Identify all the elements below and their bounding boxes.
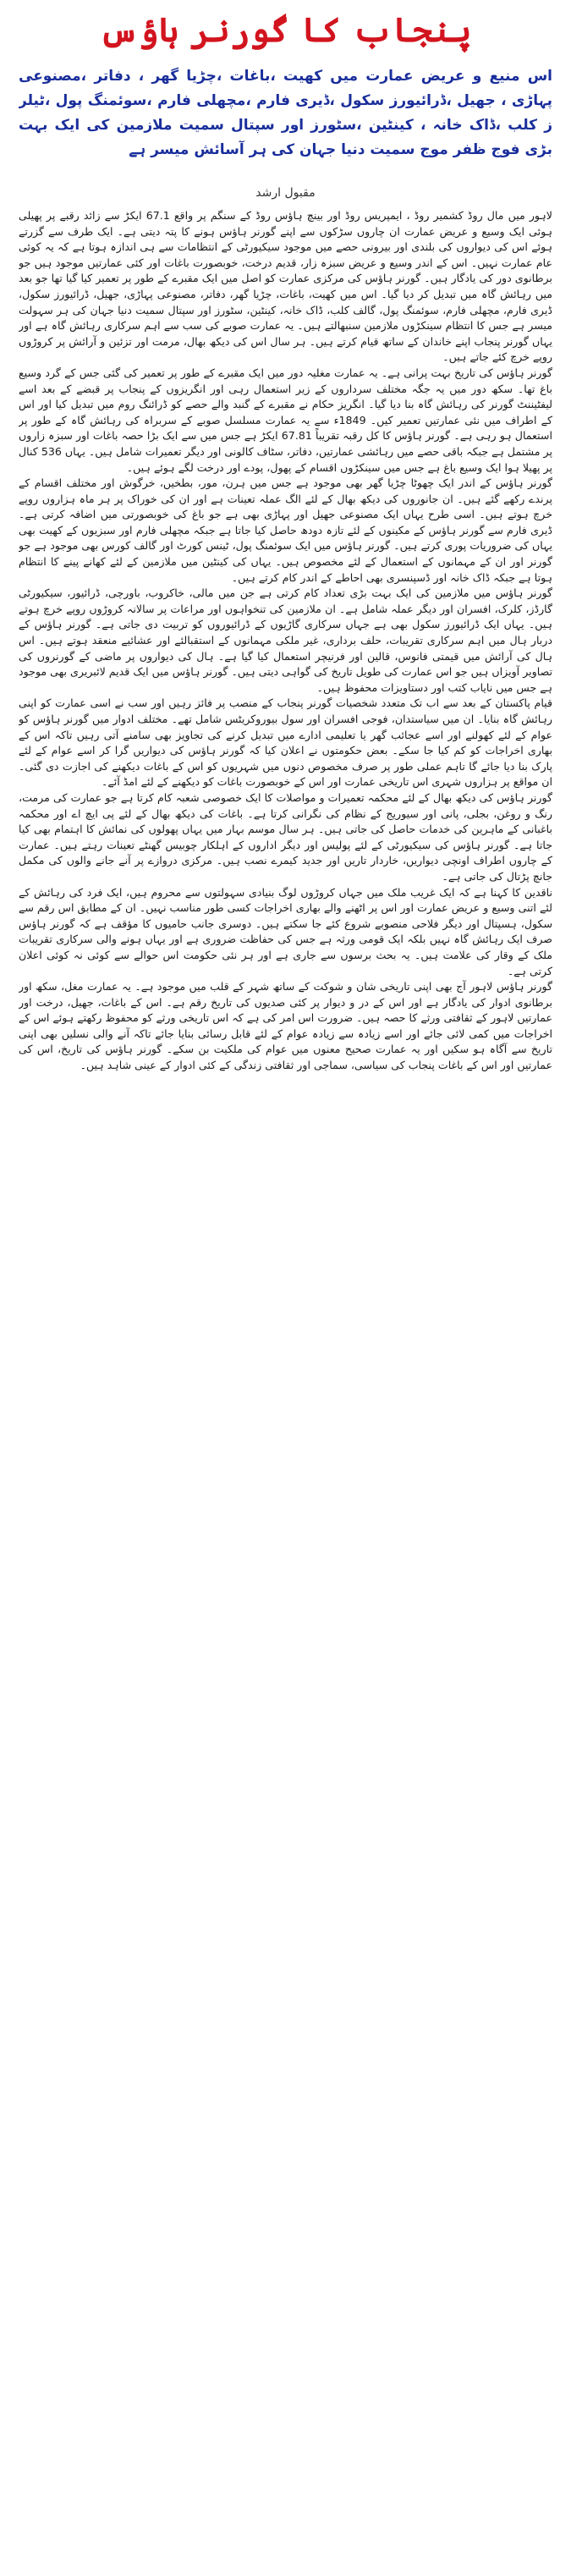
article-byline: مقبول ارشد [255,186,316,200]
article-paragraph: گورنر ہاؤس میں ملازمین کی ایک بہت بڑی تعداد کام کرتی ہے جن میں مالی، خاکروب، باورچی، ڈرائیور، سیکیورٹی گارڈز، کلرک، افسران اور دیگر عملہ شامل ہے۔ ان ملازمین کی تنخواہوں اور مراعات پر سالانہ کروڑوں روپے خرچ ہوتے ہیں۔ یہاں ایک ڈرائیورز سکول بھی ہے جہاں سرکاری گاڑیوں کے ڈرائیوروں کو تربیت دی جاتی ہے۔ گورنر ہاؤس کے دربار ہال میں اہم سرکاری تقریبات، حلف برداری، غیر ملکی مہمانوں کے استقبالئے اور عشائیے منعقد ہوتے ہیں۔ اس ہال کی آرائش میں قیمتی فانوس، قالین اور فرنیچر استعمال کیا گیا ہے۔ ہال کی دیواروں پر ماضی کے گورنروں کی تصاویر آویزاں ہیں جو اس عمارت کی طویل تاریخ کی گواہی دیتی ہیں۔ گورنر ہاؤس میں ایک قدیم لائبریری بھی موجود ہے جس میں نایاب کتب اور دستاویزات محفوظ ہیں۔ [19,586,552,694]
article-title: پنجاب کا گورنر ہاؤس [99,10,472,50]
article-paragraph: ناقدین کا کہنا ہے کہ ایک غریب ملک میں جہاں کروڑوں لوگ بنیادی سہولتوں سے محروم ہیں، ایک فرد کی رہائش کے لئے اتنی وسیع و عریض عمارت اور اس پر اٹھنے والے بھاری اخراجات کسی طور مناسب نہیں۔ ان کے مطابق اس رقم سے سکول، ہسپتال اور دیگر فلاحی منصوبے شروع کئے جا سکتے ہیں۔ دوسری جانب حامیوں کا مؤقف ہے کہ گورنر ہاؤس صرف ایک رہائش گاہ نہیں بلکہ ایک قومی ورثہ ہے جس کی حفاظت ضروری ہے اور یہاں ہونے والی سرکاری تقریبات ملک کے وقار کی علامت ہیں۔ یہ بحث برسوں سے جاری ہے اور ہر نئی حکومت اس حوالے سے کوئی نہ کوئی اعلان کرتی ہے۔ [19,885,552,977]
article-paragraph: گورنر ہاؤس لاہور آج بھی اپنی تاریخی شان و شوکت کے ساتھ شہر کے قلب میں موجود ہے۔ یہ عمارت مغل، سکھ اور برطانوی ادوار کی یادگار ہے اور اس کے در و دیوار پر کئی صدیوں کی تاریخ رقم ہے۔ اس کے باغات، جھیل، درخت اور عمارتیں لاہور کے ثقافتی ورثے کا حصہ ہیں۔ ضرورت اس امر کی ہے کہ اس تاریخی ورثے کو محفوظ رکھتے ہوئے اس کے اخراجات میں کمی لائی جائے اور اسے زیادہ سے زیادہ عوام کے لئے قابل رسائی بنایا جائے تاکہ آنے والی نسلیں بھی اپنی تاریخ سے آگاہ ہو سکیں اور یہ عمارت صحیح معنوں میں عوام کی ملکیت بن سکے۔ گورنر ہاؤس کی تاریخ، اس کی عمارتیں اور اس کے باغات پنجاب کی سیاسی، سماجی اور ثقافتی زندگی کے کئی ادوار کے عینی شاہد ہیں۔ [19,980,552,1072]
article-paragraph: گورنر ہاؤس کی دیکھ بھال کے لئے محکمہ تعمیرات و مواصلات کا ایک خصوصی شعبہ کام کرتا ہے جو عمارت کی مرمت، رنگ و روغن، بجلی، پانی اور سیوریج کے نظام کی نگرانی کرتا ہے۔ باغات کی دیکھ بھال کے لئے پی ایچ اے اور محکمہ باغبانی کے ماہرین کی خدمات حاصل کی جاتی ہیں۔ ہر سال موسم بہار میں یہاں پھولوں کی نمائش کا اہتمام بھی کیا جاتا ہے۔ گورنر ہاؤس کی سیکیورٹی کے لئے پولیس اور دیگر اداروں کے اہلکار چوبیس گھنٹے تعینات رہتے ہیں۔ عمارت کے چاروں اطراف اونچی دیواریں، خاردار تاریں اور جدید کیمرے نصب ہیں۔ مرکزی دروازے پر آنے جانے والوں کی مکمل جانچ پڑتال کی جاتی ہے۔ [19,790,552,883]
article-paragraph: قیام پاکستان کے بعد سے اب تک متعدد شخصیات گورنر پنجاب کے منصب پر فائز رہیں اور سب نے اسی عمارت کو اپنی رہائش گاہ بنایا۔ ان میں سیاستدان، فوجی افسران اور سول بیوروکریٹس شامل تھے۔ مختلف ادوار میں گورنر ہاؤس کو عوام کے لئے کھولنے اور اسے عجائب گھر یا تعلیمی ادارے میں تبدیل کرنے کی تجاویز بھی سامنے آتی رہیں تاکہ اس کے بھاری اخراجات کو کم کیا جا سکے۔ بعض حکومتوں نے اعلان کیا کہ گورنر ہاؤس کی دیواریں گرا کر اسے عوام کے لئے پارک بنا دیا جائے گا تاہم عملی طور پر صرف مخصوص دنوں میں شہریوں کو اس کے باغات دیکھنے کی اجازت دی گئی۔ ان مواقع پر ہزاروں شہری اس تاریخی عمارت اور اس کے خوبصورت باغات کو دیکھنے کے لئے امڈ آئے۔ [19,696,552,789]
article-subtitle: اس منیع و عریض عمارت میں کھیت ،باغات ،چڑیا گھر ، دفاتر ،مصنوعی پہاڑی ، جھیل ،ڈرائیورز سکول ،ڈیری فارم ،مچھلی فارم ،سوئمنگ پول ،ٹیلر ز کلب ،ڈاک خانہ ، کینٹین ،سٹورز اور سپتال سمیت ملازمین کی ایک بہت بڑی فوج ظفر موج سمیت دنیا جہان کی ہر آسائش میسر ہے [19,68,552,158]
article-page [0,7,571,2576]
article-paragraph: گورنر ہاؤس کے اندر ایک چھوٹا چڑیا گھر بھی موجود ہے جس میں ہرن، مور، بطخیں، خرگوش اور مختلف اقسام کے پرندے رکھے گئے ہیں۔ ان جانوروں کی دیکھ بھال کے لئے الگ عملہ تعینات ہے اور ان کی خوراک پر ہر ماہ ہزاروں روپے خرچ ہوتے ہیں۔ اسی طرح یہاں ایک مصنوعی جھیل اور پہاڑی بھی ہے جو باغ کی خوبصورتی میں اضافہ کرتی ہے۔ ڈیری فارم سے گورنر ہاؤس کے مکینوں کے لئے تازہ دودھ حاصل کیا جاتا ہے جبکہ مچھلی فارم اور سبزیوں کے کھیت بھی یہاں کی ضروریات پوری کرتے ہیں۔ گورنر ہاؤس میں ایک سوئمنگ پول، ٹینس کورٹ اور گالف کورس بھی موجود ہے جو گورنر اور ان کے مہمانوں کے استعمال کے لئے مخصوص ہیں۔ یہاں کی کینٹین میں ملازمین کے لئے کھانے پینے کا انتظام ہوتا ہے جبکہ ڈاک خانہ اور ڈسپنسری بھی احاطے کے اندر کام کرتے ہیں۔ [19,476,552,584]
article-paragraph: گورنر ہاؤس کی تاریخ بہت پرانی ہے۔ یہ عمارت مغلیہ دور میں ایک مقبرے کے طور پر تعمیر کی گئی جس کے گرد وسیع باغ تھا۔ سکھ دور میں یہ جگہ مختلف سرداروں کے زیر استعمال رہی اور انگریزوں کے پنجاب پر قبضے کے بعد اسے لیفٹیننٹ گورنر کی رہائش گاہ بنا دیا گیا۔ انگریز حکام نے مقبرے کے گنبد والے حصے کو ڈرائنگ روم میں تبدیل کیا اور اس کے اطراف میں نئی عمارتیں تعمیر کیں۔ 1849ء سے یہ عمارت مسلسل صوبے کے سربراہ کی رہائش گاہ کے طور پر استعمال ہو رہی ہے۔ گورنر ہاؤس کا کل رقبہ تقریباً 67.81 ایکڑ ہے جس میں سے ایک بڑا حصہ باغات اور سبزہ زاروں پر مشتمل ہے جبکہ باقی حصے میں رہائشی عمارتیں، دفاتر، سٹاف کالونی اور دیگر تعمیرات شامل ہیں۔ یہاں 536 کنال پر پھیلا ہوا ایک وسیع باغ ہے جس میں سینکڑوں اقسام کے پھول، پودے اور درخت لگے ہوئے ہیں۔ [19,366,552,474]
article-paragraph: لاہور میں مال روڈ کشمیر روڈ ، ایمپریس روڈ اور بینچ ہاؤس روڈ کے سنگم پر واقع 67.1 ایکڑ سے زائد رقبے پر پھیلی ہوئی ایک وسیع و عریض عمارت ان چاروں سڑکوں سے اپنے گورنر ہاؤس ہونے کا پتہ دیتی ہے۔ ایک طرف سے گزرتے ہوئے اس کی دیواروں کی بلندی اور بیرونی حصے میں موجود سیکیورٹی کے انتظامات سے ہی اندازہ ہوتا ہے کہ یہ کوئی عام عمارت نہیں۔ اس کے اندر وسیع و عریض سبزہ زار، قدیم درخت، خوبصورت باغات اور کئی عمارتیں موجود ہیں جو برطانوی دور کی یادگار ہیں۔ گورنر ہاؤس کی مرکزی عمارت کو اصل میں ایک مقبرے کے طور پر تعمیر کیا گیا تھا جو بعد میں رہائش گاہ میں تبدیل کر دیا گیا۔ اس میں کھیت، باغات، چڑیا گھر، دفاتر، مصنوعی پہاڑی، جھیل، ڈرائیورز سکول، ڈیری فارم، مچھلی فارم، سوئمنگ پول، گالف کلب، ڈاک خانہ، کینٹین، سٹورز اور سپتال سمیت دنیا جہان کی ہر سہولت میسر ہے جس کا انتظام سینکڑوں ملازمین سنبھالتے ہیں۔ یہ عمارت صوبے کی سب سے اہم سرکاری رہائش گاہ ہے اور یہاں گورنر پنجاب اپنے خاندان کے ساتھ قیام کرتے ہیں۔ ہر سال اس کی دیکھ بھال، مرمت اور تزئین و آرائش پر کروڑوں روپے خرچ کئے جاتے ہیں۔ [19,209,552,364]
article-body [19,208,552,2502]
